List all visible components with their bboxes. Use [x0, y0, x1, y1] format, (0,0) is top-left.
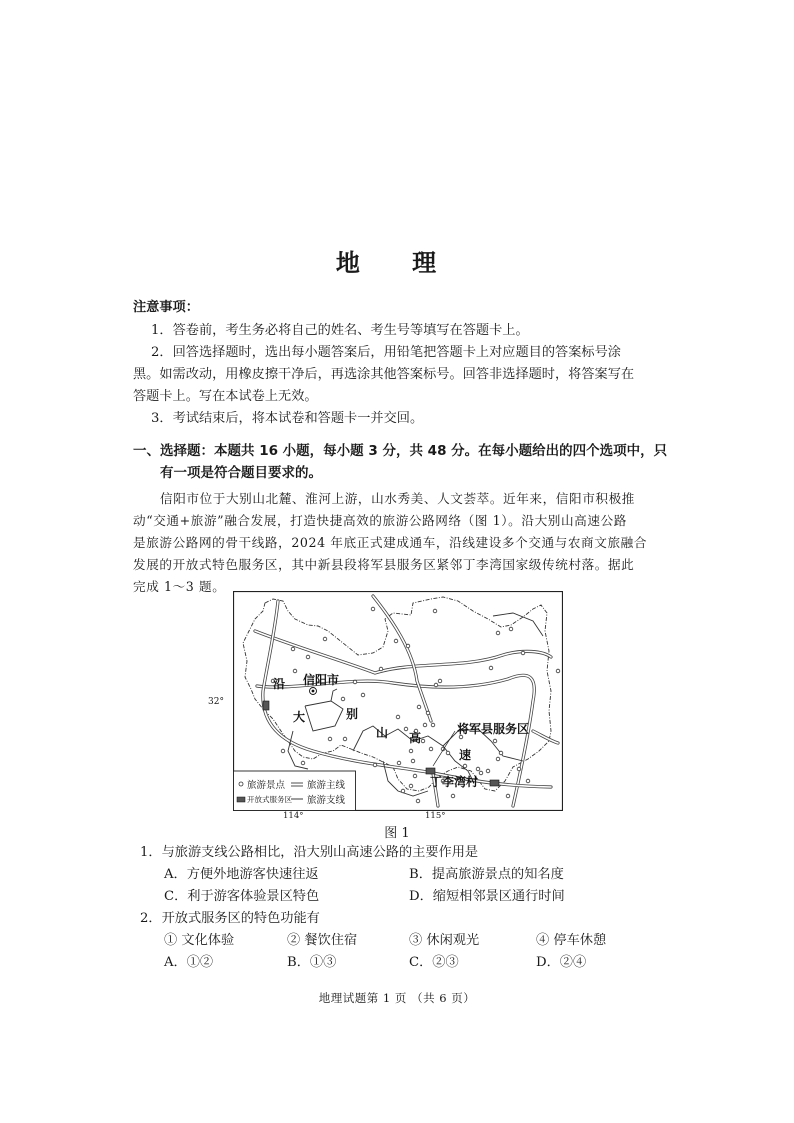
- page-footer: 地理试题第 1 页 （共 6 页）: [318, 991, 476, 1005]
- scenic-spot-marker: [416, 799, 420, 803]
- longitude-label-115: 115°: [425, 811, 446, 821]
- scenic-spot-marker: [396, 715, 400, 719]
- scenic-spot-marker: [486, 769, 490, 773]
- scenic-spot-marker: [496, 757, 500, 761]
- legend-branch-line: 旅游支线: [307, 795, 346, 806]
- map-label-village: 丁李湾村: [430, 775, 479, 789]
- scenic-spot-marker: [301, 761, 305, 765]
- service-zone-marker: [490, 780, 499, 786]
- section-heading-line-2: 有一项是符合题目要求的。: [160, 465, 322, 481]
- scenic-spot-marker: [434, 683, 438, 687]
- scenic-spot-marker: [413, 774, 417, 778]
- latitude-label: 32°: [208, 697, 224, 707]
- question-2-item-3: ③ 休闲观光: [409, 933, 480, 948]
- scenic-spot-marker: [489, 666, 493, 670]
- scenic-spot-marker: [397, 761, 401, 765]
- legend-main-line: 旅游主线: [307, 780, 346, 791]
- scenic-spot-marker: [371, 607, 375, 611]
- scenic-spot-marker: [509, 627, 513, 631]
- notice-item-3: 3．考试结束后，将本试卷和答题卡一并交回。: [151, 411, 424, 426]
- scenic-spot-marker: [433, 609, 437, 613]
- scenic-spot-marker: [379, 667, 383, 671]
- passage-line-1: 信阳市位于大别山北麓、淮河上游，山水秀美、人文荟萃。近年来，信阳市积极推: [160, 491, 635, 506]
- passage-line-4: 发展的开放式特色服务区，其中新县段将军县服务区紧邻丁李湾国家级传统村落。据此: [133, 557, 635, 572]
- scenic-spot-marker: [323, 637, 327, 641]
- question-2-option-a: A．①②: [164, 955, 214, 970]
- scenic-spot-marker: [281, 749, 285, 753]
- scenic-spot-marker: [328, 737, 332, 741]
- notice-item-1: 1．答卷前，考生务必将自己的姓名、考生号等填写在答题卡上。: [151, 323, 529, 338]
- legend-service-zone: 开放式服务区: [247, 795, 292, 804]
- map-label-shan: 山: [376, 726, 389, 740]
- scenic-spot-marker: [429, 747, 433, 751]
- question-1-option-c: C．利于游客体验景区特色: [164, 889, 320, 904]
- question-2-option-b: B．①③: [287, 955, 337, 970]
- scenic-spot-marker: [406, 644, 410, 648]
- notice-heading: 注意事项：: [133, 300, 199, 315]
- map-label-service-area: 将军县服务区: [457, 722, 530, 736]
- scenic-spot-marker: [499, 751, 503, 755]
- map-label-su: 速: [459, 748, 472, 762]
- question-2-item-2: ② 餐饮住宿: [287, 933, 358, 948]
- scenic-spot-marker: [373, 763, 377, 767]
- scenic-spot-marker: [556, 669, 560, 673]
- scenic-spot-marker: [411, 759, 415, 763]
- legend-scenic-spot: 旅游景点: [247, 780, 286, 791]
- question-1-stem: 1．与旅游支线公路相比，沿大别山高速公路的主要作用是: [140, 845, 479, 860]
- scenic-spot-marker: [341, 697, 345, 701]
- scenic-spot-marker: [306, 655, 310, 659]
- scenic-spot-marker: [496, 631, 500, 635]
- question-1-option-b: B．提高旅游景点的知名度: [409, 867, 564, 882]
- map-legend: [234, 771, 356, 811]
- question-1-option-a: A．方便外地游客快速往返: [164, 867, 319, 882]
- scenic-spot-marker: [293, 669, 297, 673]
- scenic-spot-marker: [417, 705, 421, 709]
- scenic-spot-marker: [401, 789, 405, 793]
- scenic-spot-marker: [394, 639, 398, 643]
- question-2-stem: 2．开放式服务区的特色功能有: [140, 911, 320, 926]
- tourism-road-map: [233, 591, 563, 811]
- question-2-option-d: D．②④: [536, 955, 587, 970]
- city-marker-dot-icon: [312, 690, 315, 693]
- question-2-option-c: C．②③: [409, 955, 459, 970]
- scenic-spot-marker: [343, 737, 347, 741]
- map-label-da: 大: [293, 710, 306, 724]
- section-heading-line-1: 一、选择题：本题共 16 小题，每小题 3 分，共 48 分。在每小题给出的四个选项中，只: [133, 443, 668, 459]
- scenic-spot-marker: [493, 739, 497, 743]
- scenic-spot-marker: [361, 693, 365, 697]
- map-label-gao: 高: [409, 731, 422, 745]
- scenic-spot-marker: [291, 647, 295, 651]
- scenic-spot-marker: [526, 779, 530, 783]
- question-1-option-d: D．缩短相邻景区通行时间: [409, 889, 565, 904]
- scenic-spot-marker: [421, 739, 425, 743]
- scenic-spot-marker: [353, 680, 357, 684]
- scenic-spot-marker: [409, 784, 413, 788]
- map-label-bie: 别: [346, 707, 359, 721]
- service-zone-marker: [263, 701, 269, 710]
- scenic-spot-marker: [476, 767, 480, 771]
- question-2-item-4: ④ 停车休憩: [536, 933, 607, 948]
- scenic-spot-marker: [451, 794, 455, 798]
- page-title: 地 理: [335, 249, 459, 277]
- scenic-spot-marker: [423, 723, 427, 727]
- passage-line-5: 完成 1～3 题。: [133, 579, 226, 594]
- scenic-spot-marker: [506, 794, 510, 798]
- notice-item-2-line-1: 2．回答选择题时，选出每小题答案后，用铅笔把答题卡上对应题目的答案标号涂: [151, 345, 621, 360]
- scenic-spot-marker: [404, 727, 408, 731]
- scenic-spot-marker: [409, 749, 413, 753]
- scenic-spot-marker: [426, 711, 430, 715]
- legend-scenic-icon: [239, 782, 243, 786]
- longitude-label-114: 114°: [283, 811, 304, 821]
- notice-item-2-line-3: 答题卡上。写在本试卷上无效。: [133, 389, 318, 404]
- passage-line-2: 动“交通+旅游”融合发展，打造快捷高效的旅游公路网络（图 1）。沿大别山高速公路: [133, 513, 627, 528]
- map-label-yan: 沿: [273, 677, 286, 691]
- notice-item-2-line-2: 黑。如需改动，用橡皮擦干净后，再选涂其他答案标号。回答非选择题时，将答案写在: [133, 367, 635, 382]
- figure-caption: 图 1: [384, 826, 410, 841]
- question-2-item-1: ① 文化体验: [164, 933, 235, 948]
- service-zone-marker: [426, 768, 435, 774]
- map-label-city: 信阳市: [303, 673, 340, 687]
- scenic-spot-marker: [463, 764, 467, 768]
- scenic-spot-marker: [521, 651, 525, 655]
- scenic-spot-marker: [446, 751, 450, 755]
- scenic-spot-marker: [517, 767, 521, 771]
- legend-service-zone-icon: [237, 797, 245, 802]
- scenic-spot-marker: [431, 723, 435, 727]
- passage-line-3: 是旅游公路网的骨干线路，2024 年底正式建成通车，沿线建设多个交通与农商文旅融合: [133, 535, 648, 550]
- scenic-spot-marker: [479, 771, 483, 775]
- scenic-spot-marker: [438, 679, 442, 683]
